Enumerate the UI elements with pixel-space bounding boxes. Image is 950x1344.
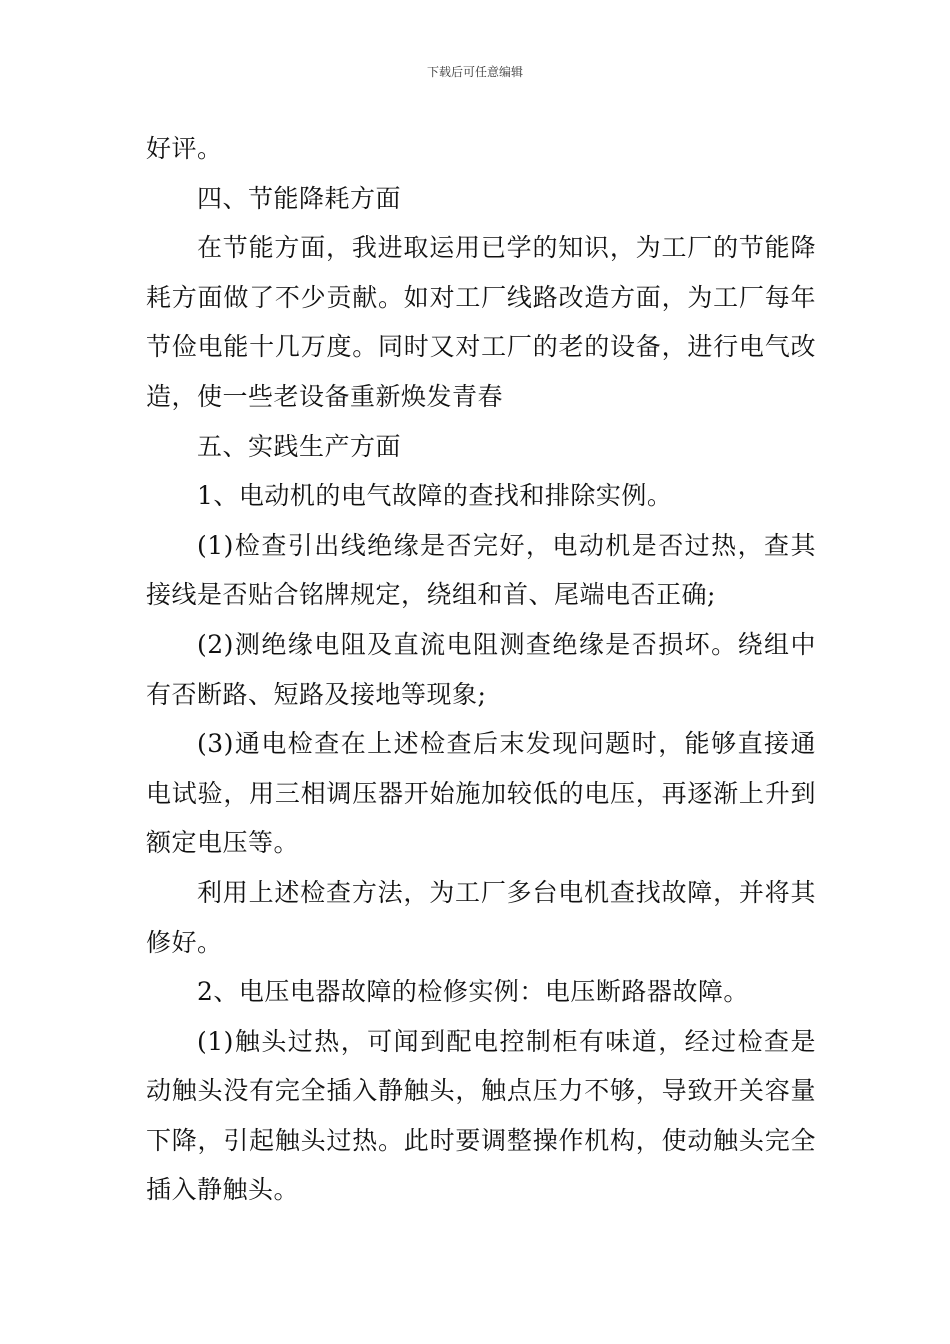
section-heading-energy-saving: 四、节能降耗方面 <box>197 183 402 213</box>
page-header: 下载后可任意编辑 <box>426 65 523 79</box>
subheading-motor-fault: 1、电动机的电气故障的查找和排除实例。 <box>197 481 673 511</box>
list-item-motor-check-2: (2)测绝缘电阻及直流电阻测查绝缘是否损坏。绕组中有否断路、短路及接地等现象; <box>146 629 816 709</box>
paragraph-motor-result: 利用上述检查方法，为工厂多台电机查找故障，并将其修好。 <box>146 877 816 957</box>
section-heading-production-practice: 五、实践生产方面 <box>197 431 402 461</box>
subheading-breaker-fault: 2、电压电器故障的检修实例：电压断路器故障。 <box>197 977 749 1007</box>
document-body <box>146 124 816 1215</box>
paragraph-energy-saving: 在节能方面，我进取运用已学的知识，为工厂的节能降耗方面做了不少贡献。如对工厂线路改造方面，为工厂每年节俭电能十几万度。同时又对工厂的老的设备，进行电气改造，使一些老设备重新焕发青春 <box>146 233 816 411</box>
list-item-motor-check-3: (3)通电检查在上述检查后末发现问题时，能够直接通电试验，用三相调压器开始施加较低的电压，再逐渐上升到额定电压等。 <box>146 729 816 858</box>
list-item-motor-check-1: (1)检查引出线绝缘是否完好，电动机是否过热，查其接线是否贴合铭牌规定，绕组和首、尾端电否正确; <box>146 530 816 610</box>
paragraph-closing-praise: 好评。 <box>146 134 223 163</box>
list-item-breaker-check-1: (1)触头过热，可闻到配电控制柜有味道，经过检查是动触头没有完全插入静触头，触点压力不够，导致开关容量下降，引起触头过热。此时要调整操作机构，使动触头完全插入静触头。 <box>146 1026 816 1205</box>
